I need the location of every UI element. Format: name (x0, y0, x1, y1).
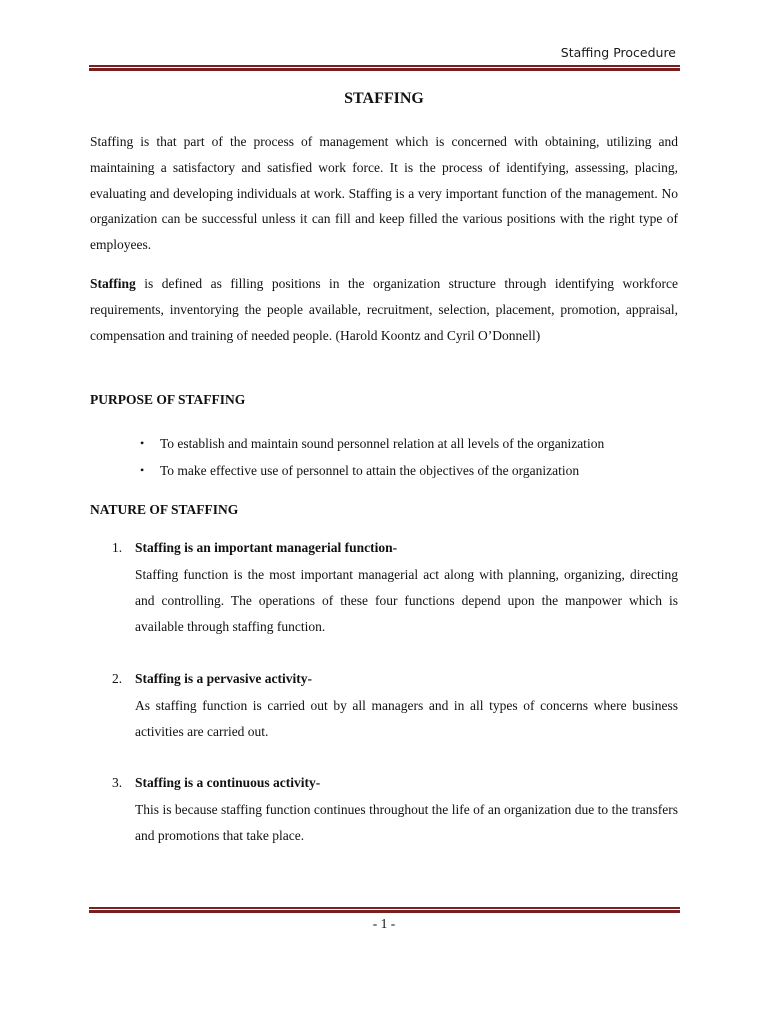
definition-text: is defined as filling positions in the organization structure through identifying workforce requirements, inventorying the people available, recruitment, selection, placement, promotion, appraisal, compensation and training of needed people. (Harold Koontz and Cyril O’Donnell) (90, 276, 678, 343)
header-rule (89, 65, 680, 71)
item-body: Staffing function is the most important managerial act along with planning, organizing, directing and controlling. The operations of these four functions depend upon the manpower which is available through staffing function. (135, 567, 678, 635)
page-title: STAFFING (344, 90, 424, 107)
item-number: 3. (112, 775, 123, 790)
item-number: 2. (112, 671, 123, 686)
intro-paragraph: Staffing is that part of the process of management which is concerned with obtaining, utilizing and maintaining a satisfactory and satisfied work force. It is the process of identifying, assessing, placing, evaluating and developing individuals at work. Staffing is a very important function of the management. No organization can be successful unless it can fill and keep filled the various positions with the right type of employees. (90, 134, 678, 253)
definition-term: Staffing (90, 276, 136, 291)
list-item-text: To make effective use of personnel to attain the objectives of the organization (160, 463, 580, 478)
item-title: Staffing is a pervasive activity- (135, 671, 312, 686)
item-body: As staffing function is carried out by all managers and in all types of concerns where business activities are carried out. (135, 698, 678, 740)
item-body: This is because staffing function continues throughout the life of an organization due to the transfers and promotions that take place. (135, 802, 678, 844)
list-item-text: To establish and maintain sound personnel relation at all levels of the organization (160, 436, 605, 451)
header-title: Staffing Procedure (560, 45, 676, 60)
bullet-icon: • (140, 463, 145, 477)
purpose-list (140, 430, 605, 484)
item-number: 1. (112, 540, 123, 555)
nature-heading: NATURE OF STAFFING (90, 502, 239, 517)
item-title: Staffing is an important managerial function- (135, 540, 398, 555)
list-item (140, 430, 605, 457)
purpose-heading: PURPOSE OF STAFFING (90, 392, 246, 407)
page-number: - 1 - (372, 916, 396, 931)
list-item (140, 457, 604, 484)
bullet-icon: • (140, 436, 145, 450)
item-title: Staffing is a continuous activity- (135, 775, 321, 790)
definition-paragraph (90, 271, 678, 348)
footer-rule (89, 907, 680, 913)
